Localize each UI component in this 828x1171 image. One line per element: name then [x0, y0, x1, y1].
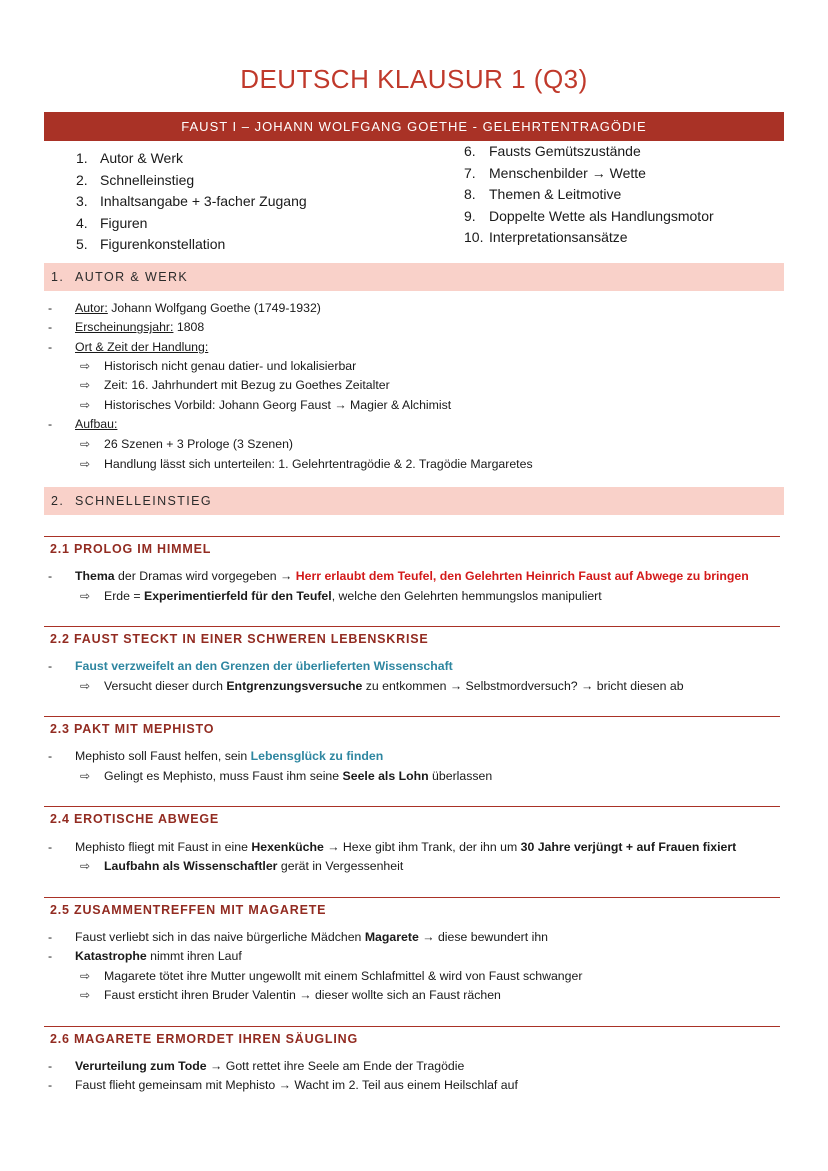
autor-line: Autor: Johann Wolfgang Goethe (1749-1932): [75, 301, 321, 315]
subsection-saeugling: [44, 1026, 780, 1046]
katastrophe-arrow-item: Magarete tötet ihre Mutter ungewollt mit einem Schlafmittel & wird von Faust schwanger: [104, 969, 583, 983]
lebenskrise-arrow-item: Versucht dieser durch Entgrenzungsversuche zu entkommen → Selbstmordversuch? → bricht diesen ab: [104, 679, 684, 693]
subsection-heading: 2.3 PAKT MIT MEPHISTO: [50, 722, 215, 736]
toc-item: 4. Figuren: [76, 214, 148, 231]
prolog-bullet: Thema der Dramas wird vorgegeben → Herr erlaubt dem Teufel, den Gelehrten Heinrich Faust auf Abwege zu bringen: [75, 569, 749, 583]
bullet-dash: -: [48, 840, 53, 854]
bullet-dash: -: [48, 340, 53, 354]
section-header-autor-werk: 1. AUTOR & WERK: [44, 263, 784, 291]
toc-item: 8. Themen & Leitmotive: [464, 186, 622, 203]
zusammentreffen-bullet: Faust verliebt sich in das naive bürgerliche Mädchen Magarete → diese bewundert ihn: [75, 930, 549, 944]
aufbau-item: Handlung lässt sich unterteilen: 1. Gelehrtentragödie & 2. Tragödie Margaretes: [104, 457, 533, 471]
arrow-icon: ⇨: [80, 679, 91, 693]
toc-left: [76, 148, 307, 256]
arrow-icon: ⇨: [80, 378, 91, 392]
bullet-dash: -: [48, 659, 53, 673]
arrow-icon: ⇨: [80, 398, 91, 412]
subsection-heading: 2.2 FAUST STECKT IN EINER SCHWEREN LEBENSKRISE: [50, 632, 429, 646]
prolog-arrow-item: Erde = Experimentierfeld für den Teufel, welche den Gelehrten hemmungslos manipuliert: [104, 589, 602, 603]
verurteilung-bullet: Verurteilung zum Tode → Gott rettet ihre Seele am Ende der Tragödie: [75, 1059, 465, 1073]
arrow-icon: ⇨: [80, 969, 91, 983]
subsection-heading: 2.4 EROTISCHE ABWEGE: [50, 812, 220, 826]
abwege-arrow-item: Laufbahn als Wissenschaftler gerät in Vergessenheit: [104, 859, 404, 873]
ort-zeit-label: Ort & Zeit der Handlung:: [75, 340, 209, 354]
pakt-bullet: Mephisto soll Faust helfen, sein Lebensglück zu finden: [75, 749, 384, 763]
aufbau-item: 26 Szenen + 3 Prologe (3 Szenen): [104, 437, 294, 451]
bullet-dash: -: [48, 301, 53, 315]
subsection-heading: 2.1 PROLOG IM HIMMEL: [50, 542, 212, 556]
toc-item: 9. Doppelte Wette als Handlungsmotor: [464, 207, 714, 224]
abwege-bullet: Mephisto fliegt mit Faust in eine Hexenküche → Hexe gibt ihm Trank, der ihn um 30 Jahre verjüngt + auf Frauen fixiert: [75, 840, 737, 854]
toc-item: 6. Fausts Gemütszustände: [464, 143, 641, 159]
toc-item: 1. Autor & Werk: [76, 150, 183, 166]
ort-item: Historisches Vorbild: Johann Georg Faust → Magier & Alchimist: [104, 398, 452, 412]
toc-item: 10. Interpretationsansätze: [464, 229, 628, 246]
subsection-erotische-abwege: [44, 806, 780, 826]
toc-item: 2. Schnelleinstieg: [76, 171, 195, 188]
ort-item: Zeit: 16. Jahrhundert mit Bezug zu Goethes Zeitalter: [104, 378, 390, 392]
toc-item: 3. Inhaltsangabe + 3-facher Zugang: [76, 193, 307, 210]
toc-item: 5. Figurenkonstellation: [76, 236, 226, 253]
toc-item: 7. Menschenbilder → Wette: [464, 164, 646, 181]
bullet-dash: -: [48, 1059, 53, 1073]
pakt-arrow-item: Gelingt es Mephisto, muss Faust ihm seine Seele als Lohn überlassen: [104, 769, 493, 783]
bullet-dash: -: [48, 749, 53, 763]
erscheinungsjahr-line: Erscheinungsjahr: 1808: [75, 320, 205, 334]
bullet-dash: -: [48, 320, 53, 334]
topic-banner: FAUST I – JOHANN WOLFGANG GOETHE - GELEHRTENTRAGÖDIE: [44, 112, 784, 141]
bullet-dash: -: [48, 417, 53, 431]
bullet-dash: -: [48, 569, 53, 583]
bullet-dash: -: [48, 930, 53, 944]
katastrophe-bullet: Katastrophe nimmt ihren Lauf: [75, 949, 242, 963]
subsection-pakt: [44, 716, 780, 736]
lebenskrise-bullet: Faust verzweifelt an den Grenzen der überlieferten Wissenschaft: [75, 659, 453, 673]
subsection-heading: 2.5 ZUSAMMENTREFFEN MIT MAGARETE: [50, 903, 327, 917]
subsection-lebenskrise: [44, 626, 780, 646]
subsection-heading: 2.6 MAGARETE ERMORDET IHREN SÄUGLING: [50, 1032, 358, 1046]
bullet-dash: -: [48, 1078, 53, 1092]
subsection-prolog: [44, 536, 780, 556]
arrow-icon: ⇨: [80, 859, 91, 873]
bullet-dash: -: [48, 949, 53, 963]
page-title: DEUTSCH KLAUSUR 1 (Q3): [240, 64, 588, 94]
section-header-schnelleinstieg: 2. SCHNELLEINSTIEG: [44, 487, 784, 515]
aufbau-label: Aufbau:: [75, 417, 118, 431]
arrow-icon: ⇨: [80, 437, 91, 451]
arrow-icon: ⇨: [80, 457, 91, 471]
katastrophe-arrow-item: Faust ersticht ihren Bruder Valentin → dieser wollte sich an Faust rächen: [104, 988, 501, 1002]
arrow-icon: ⇨: [80, 988, 91, 1002]
arrow-icon: ⇨: [80, 589, 91, 603]
arrow-icon: ⇨: [80, 359, 91, 373]
flucht-bullet: Faust flieht gemeinsam mit Mephisto → Wacht im 2. Teil aus einem Heilschlaf auf: [75, 1078, 518, 1092]
arrow-icon: ⇨: [80, 769, 91, 783]
subsection-zusammentreffen: [44, 897, 780, 917]
toc-right: [464, 141, 714, 249]
ort-item: Historisch nicht genau datier- und lokalisierbar: [104, 359, 357, 373]
